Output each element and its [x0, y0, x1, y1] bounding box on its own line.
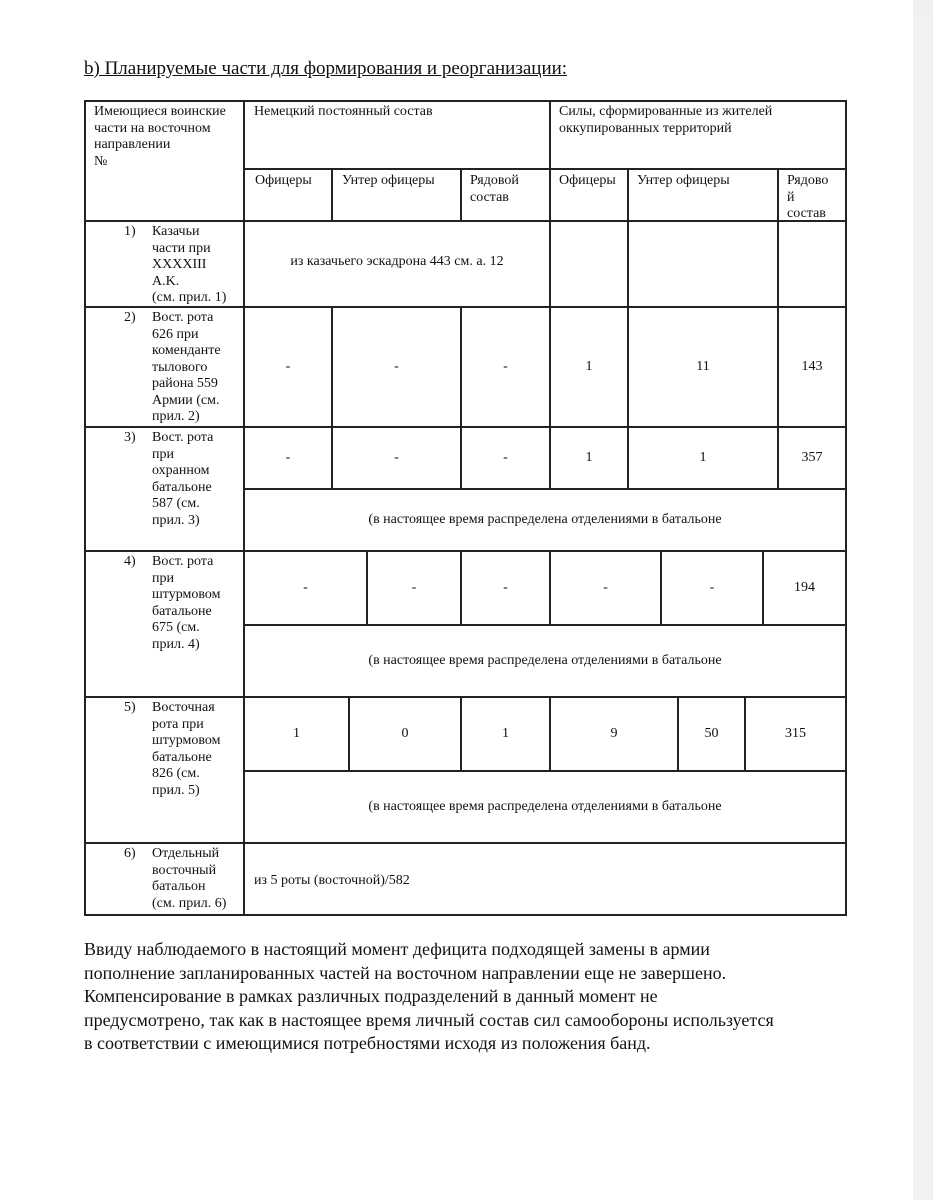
unit-line: (см. прил. 1) — [152, 290, 227, 305]
cell-value: - — [503, 449, 508, 465]
row-1-note-cell — [243, 220, 551, 308]
row-6-note-cell — [243, 842, 847, 916]
row-5-value-cell — [549, 696, 679, 772]
unit-line: батальоне — [152, 479, 212, 495]
row-4-value-cell — [243, 550, 368, 626]
unit-line: A.K. — [152, 273, 180, 289]
unit-line: штурмовом — [152, 733, 221, 748]
header-label: Унтер офицеры — [342, 173, 435, 188]
header-local-line: оккупированных территорий — [559, 120, 732, 136]
row-2-value-cell — [777, 306, 847, 428]
header-units-line: № — [94, 153, 108, 169]
unit-line: Вост. рота — [152, 554, 214, 569]
unit-line: 826 (см. — [152, 766, 200, 781]
paragraph-line: в соответствии с имеющимися потребностями исходя из положения банд. — [84, 1033, 651, 1053]
unit-line: Вост. рота — [152, 310, 214, 325]
row-1-empty-cell — [627, 220, 779, 308]
unit-line: Вост. рота — [152, 430, 214, 445]
cell-value: - — [709, 579, 715, 595]
cell-value: - — [411, 579, 417, 595]
unit-line: прил. 4) — [152, 636, 200, 652]
row-2-value-cell — [460, 306, 551, 428]
row-1-empty-cell — [549, 220, 629, 308]
row-4-value-cell — [660, 550, 764, 626]
header-label: состав — [470, 189, 509, 205]
row-3-value-cell — [627, 426, 779, 490]
row-3-value-cell — [331, 426, 462, 490]
unit-line: штурмовом — [152, 587, 221, 602]
row-5-value-cell — [744, 696, 847, 772]
unit-line: восточный — [152, 862, 217, 878]
header-german-group — [243, 100, 551, 170]
unit-line: рота при — [152, 716, 204, 732]
row-3-note-cell — [243, 488, 847, 552]
unit-line: коменданте — [152, 343, 221, 358]
row-number: 6) — [124, 846, 136, 861]
unit-line: 587 (см. — [152, 496, 200, 511]
row-4-value-cell — [366, 550, 462, 626]
row-number: 1) — [124, 224, 136, 239]
row-5-value-cell — [677, 696, 746, 772]
unit-line: тылового — [152, 359, 208, 375]
cell-value: 1 — [502, 725, 509, 741]
cell-value: 1 — [293, 725, 300, 741]
header-label: й — [787, 189, 795, 205]
row-1-empty-cell — [777, 220, 847, 308]
row-4-note-cell — [243, 624, 847, 698]
paragraph-line: предусмотрено, так как в настоящее время личный состав сил самообороны используется — [84, 1009, 774, 1030]
unit-line: прил. 2) — [152, 409, 200, 424]
cell-value: - — [503, 579, 508, 595]
cell-value: - — [394, 358, 399, 374]
paragraph-line: Компенсирование в рамках различных подразделений в данный момент не — [84, 986, 658, 1006]
unit-line: 675 (см. — [152, 620, 200, 635]
header-units-cell — [84, 100, 245, 222]
row-number: 5) — [124, 700, 136, 715]
unit-line: части при — [152, 240, 211, 256]
cell-value: 1 — [585, 358, 593, 374]
unit-line: прил. 5) — [152, 782, 200, 798]
header-units-line: направлении — [94, 137, 171, 152]
header-nco-local — [627, 168, 779, 222]
unit-line: батальоне — [152, 603, 212, 619]
header-units-line: Имеющиеся воинские — [94, 104, 226, 119]
header-label: Офицеры — [559, 173, 616, 188]
unit-line: Восточная — [152, 700, 215, 715]
row-6-unit-cell — [84, 842, 245, 916]
row-4-value-cell — [549, 550, 662, 626]
row-5-value-cell — [243, 696, 350, 772]
paragraph-line: пополнение запланированных частей на восточном направлении еще не завершено. — [84, 962, 727, 983]
header-local-line: Силы, сформированные из жителей — [559, 104, 773, 119]
row-2-unit-cell — [84, 306, 245, 428]
row-5-unit-cell — [84, 696, 245, 844]
header-label: Рядовой — [470, 173, 519, 188]
row-2-value-cell — [627, 306, 779, 428]
header-label: Унтер офицеры — [637, 173, 730, 188]
cell-value: 0 — [401, 725, 409, 741]
row-note: (в настоящее время распределена отделениями в батальоне — [368, 652, 722, 668]
row-5-note-cell — [243, 770, 847, 844]
cell-value: 50 — [704, 725, 719, 741]
unit-line: батальоне — [152, 749, 212, 765]
header-officers-german — [243, 168, 333, 222]
row-number: 3) — [124, 430, 136, 445]
row-4-unit-cell — [84, 550, 245, 698]
unit-line: XXXXIII — [152, 257, 207, 272]
cell-value: - — [603, 579, 608, 595]
unit-line: охранном — [152, 463, 210, 478]
section-heading: b) Планируемые части для формирования и реорганизации: — [84, 58, 568, 79]
header-label: Рядово — [787, 173, 829, 188]
cell-value: 1 — [585, 449, 593, 465]
row-2-value-cell — [331, 306, 462, 428]
header-nco-german — [331, 168, 462, 222]
header-label: Офицеры — [255, 173, 312, 188]
row-2-value-cell — [243, 306, 333, 428]
body-paragraph — [84, 938, 874, 1056]
cell-value: 9 — [610, 725, 618, 741]
row-note: (в настоящее время распределена отделениями в батальоне — [368, 798, 722, 814]
row-note: из казачьего эскадрона 443 см. а. 12 — [290, 253, 504, 269]
row-number: 4) — [124, 554, 136, 569]
row-5-value-cell — [348, 696, 462, 772]
cell-value: - — [394, 449, 399, 465]
cell-value: - — [285, 449, 291, 465]
row-1-unit-cell — [84, 220, 245, 308]
unit-line: прил. 3) — [152, 512, 200, 528]
cell-value: 357 — [801, 449, 823, 465]
header-enlisted-german — [460, 168, 551, 222]
header-units-line: части на восточном — [94, 120, 211, 136]
unit-line: при — [152, 446, 174, 462]
cell-value: 11 — [696, 358, 710, 374]
unit-line: (см. прил. 6) — [152, 895, 227, 911]
cell-value: 143 — [801, 358, 823, 374]
unit-line: при — [152, 570, 174, 586]
row-5-value-cell — [460, 696, 551, 772]
row-note: (в настоящее время распределена отделениями в батальоне — [368, 511, 722, 527]
cell-value: - — [503, 358, 508, 374]
paragraph-line: Ввиду наблюдаемого в настоящий момент дефицита подходящей замены в армии — [84, 939, 710, 959]
cell-value: 315 — [785, 725, 806, 741]
unit-line: Казачьи — [152, 224, 200, 239]
header-local-group — [549, 100, 847, 170]
unit-line: 626 при — [152, 326, 199, 342]
unit-line: района 559 — [152, 376, 218, 391]
header-officers-local — [549, 168, 629, 222]
unit-line: Отдельный — [152, 846, 220, 861]
row-3-value-cell — [243, 426, 333, 490]
row-note: из 5 роты (восточной)/582 — [254, 873, 410, 888]
row-2-value-cell — [549, 306, 629, 428]
cell-value: - — [285, 358, 291, 374]
row-4-value-cell — [460, 550, 551, 626]
row-3-value-cell — [777, 426, 847, 490]
unit-line: батальон — [152, 879, 206, 894]
cell-value: - — [303, 579, 308, 595]
header-label: состав — [787, 206, 826, 221]
row-4-value-cell — [762, 550, 847, 626]
header-german-label: Немецкий постоянный состав — [254, 104, 433, 119]
unit-line: Армии (см. — [152, 392, 220, 408]
header-enlisted-local — [777, 168, 847, 222]
row-3-unit-cell — [84, 426, 245, 552]
cell-value: 1 — [699, 449, 707, 465]
row-number: 2) — [124, 310, 136, 325]
row-3-value-cell — [549, 426, 629, 490]
row-3-value-cell — [460, 426, 551, 490]
cell-value: 194 — [794, 579, 815, 595]
